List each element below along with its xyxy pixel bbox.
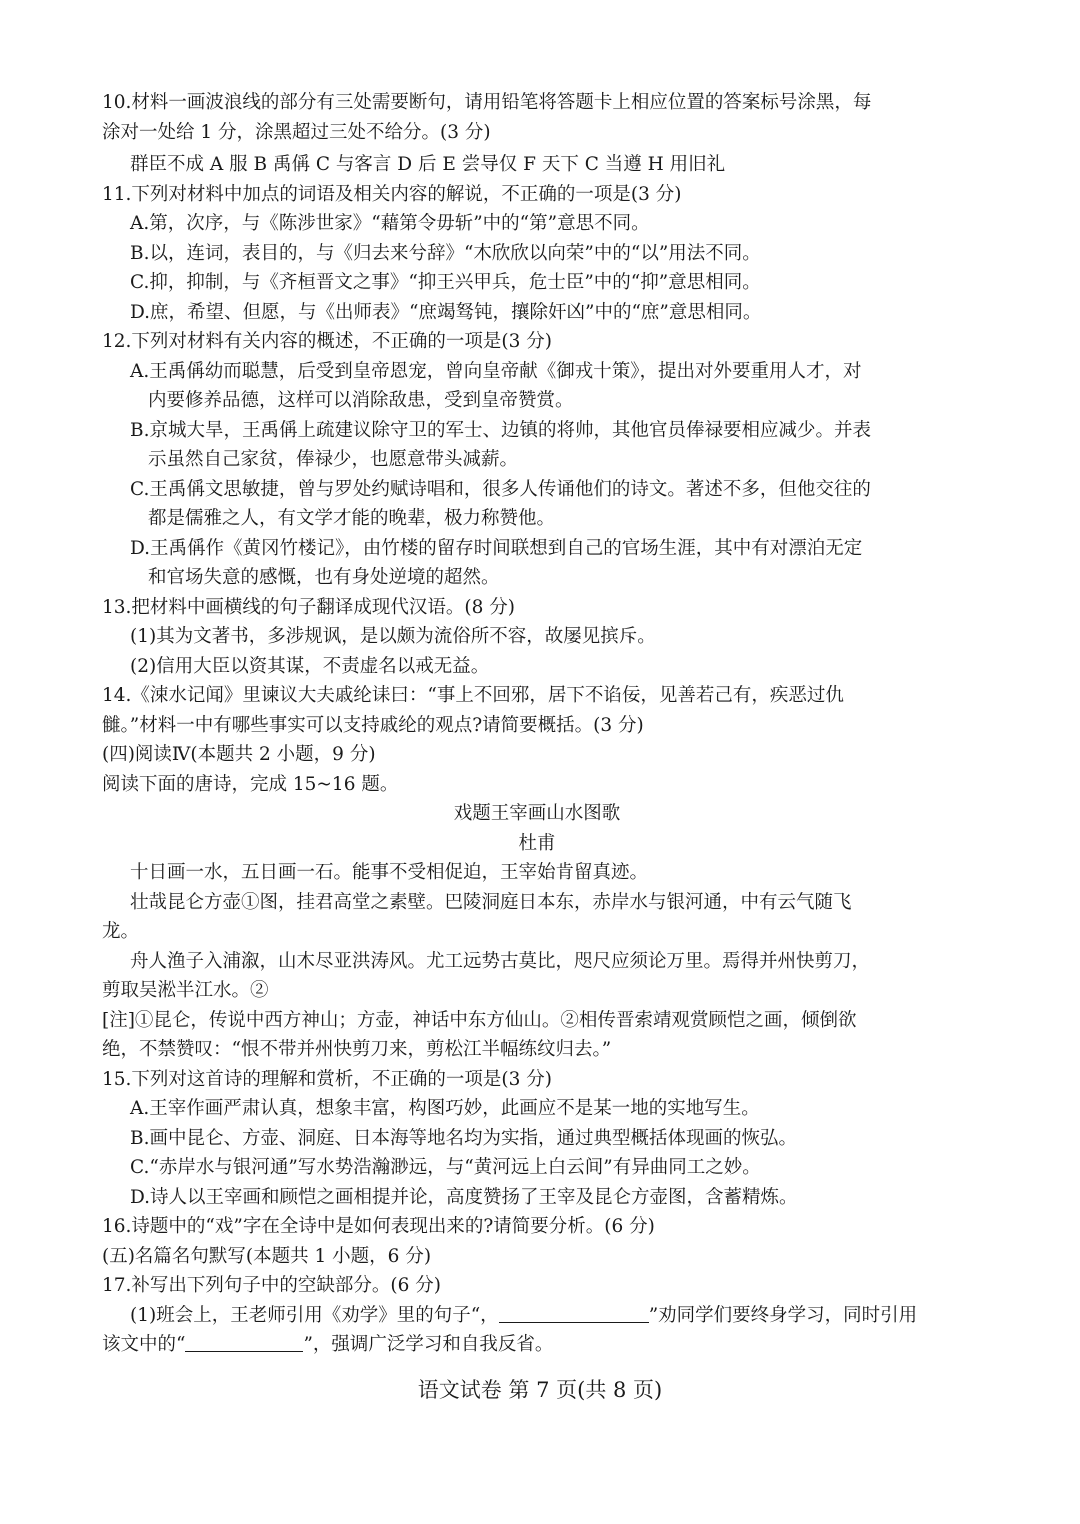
poem-author: 杜甫 (518, 832, 556, 854)
q17-item-1-text-a: (1)班会上，王老师引用《劝学》里的句子“ (130, 1304, 481, 1326)
poem-note: [注]①昆仑，传说中西方神山；方壶，神话中东方仙山。②相传晋索靖观赏顾恺之画，倾倒欲 (102, 1009, 857, 1031)
q10-stem: 10.材料一画波浪线的部分有三处需要断句，请用铅笔将答题卡上相应位置的答案标号涂黑，每 (102, 92, 872, 113)
q12-option-d-cont: 和官场失意的感慨，也有身处逆境的超然。 (148, 567, 500, 588)
fill-blank-1[interactable] (499, 1302, 649, 1323)
page-content (102, 88, 972, 1360)
q12-option-c-cont: 都是儒雅之人，有文学才能的晚辈，极力称赞他。 (148, 508, 556, 529)
q13-item-1: (1)其为文著书，多涉规讽，是以颇为流俗所不容，故屡见摈斥。 (130, 626, 656, 647)
q17-item-1-cont-text-b: ”，强调广泛学习和自我反省。 (303, 1334, 554, 1355)
q12-option-b: B.京城大旱，王禹偁上疏建议除守卫的军士、边镇的将帅，其他官员俸禄要相应减少。并表 (130, 419, 871, 441)
q12-option-d: D.王禹偁作《黄冈竹楼记》，由竹楼的留存时间联想到自己的官场生涯，其中有对漂泊无定 (130, 537, 863, 559)
q11-option-a: A.第，次序，与《陈涉世家》“藉第令毋斩”中的“第”意思不同。 (130, 213, 650, 234)
q16-stem: 16.诗题中的“戏”字在全诗中是如何表现出来的?请简要分析。(6 分) (102, 1216, 655, 1237)
q17-item-1-text-b: ， (480, 1304, 499, 1326)
poem-note-cont: 绝，不禁赞叹：“恨不带并州快剪刀来，剪松江半幅练纹归去。” (102, 1039, 612, 1060)
q10-passage: 群臣不成 A 服 B 禹偁 C 与客言 D 后 E 尝导仅 F 天下 C 当遵 H 用旧礼 (130, 154, 726, 175)
poem-line-3: 舟人渔子入浦溆，山木尽亚洪涛风。尤工远势古莫比，咫尺应须论万里。焉得并州快剪刀， (130, 950, 871, 972)
q17-item-1-text-c: ”劝同学们要终身学习，同时引用 (648, 1304, 918, 1326)
q11-option-b: B.以，连词，表目的，与《归去来兮辞》“木欣欣以向荣”中的“以”用法不同。 (130, 242, 761, 264)
q12-option-a: A.王禹偁幼而聪慧，后受到皇帝恩宠，曾向皇帝献《御戎十策》，提出对外要重用人才，对 (130, 360, 862, 382)
section-5-heading: (五)名篇名句默写(本题共 1 小题，6 分) (102, 1245, 432, 1267)
poem-title: 戏题王宰画山水图歌 (453, 803, 621, 824)
page-footer: 语文试卷 第 7 页(共 8 页) (417, 1378, 663, 1402)
poem-line-2-cont: 龙。 (102, 921, 140, 942)
q12-option-c: C.王禹偁文思敏捷，曾与罗处约赋诗唱和，很多人传诵他们的诗文。著述不多，但他交往的 (130, 478, 871, 500)
q12-stem: 12.下列对材料有关内容的概述，不正确的一项是(3 分) (102, 331, 553, 352)
q14-stem: 14.《涑水记闻》里谏议大夫戚纶诔曰：“事上不回邪，居下不谄佞，见善若己有，疾恶过仇 (102, 685, 844, 706)
q13-item-2: (2)信用大臣以资其谋，不责虚名以戒无益。 (130, 655, 490, 677)
section-4-heading: (四)阅读Ⅳ(本题共 2 小题，9 分) (102, 744, 376, 765)
q11-option-d: D.庶，希望、但愿，与《出师表》“庶竭驽钝，攘除奸凶”中的“庶”意思相同。 (130, 301, 762, 323)
q11-stem: 11.下列对材料中加点的词语及相关内容的解说，不正确的一项是(3 分) (102, 183, 682, 205)
poem-line-2: 壮哉昆仑方壶①图，挂君高堂之素壁。巴陵洞庭日本东，赤岸水与银河通，中有云气随飞 (130, 891, 852, 913)
q17-stem: 17.补写出下列句子中的空缺部分。(6 分) (102, 1275, 442, 1296)
q12-option-a-cont: 内要修养品德，这样可以消除敌患，受到皇帝赞赏。 (148, 390, 574, 411)
poem-line-1: 十日画一水，五日画一石。能事不受相促迫，王宰始肯留真迹。 (130, 862, 649, 883)
q15-option-d: D.诗人以王宰画和顾恺之画相提并论，高度赞扬了王宰及昆仑方壶图，含蓄精炼。 (130, 1186, 798, 1208)
section-4-instruction: 阅读下面的唐诗，完成 15~16 题。 (102, 773, 399, 795)
q15-option-b: B.画中昆仑、方壶、洞庭、日本海等地名均为实指，通过典型概括体现画的恢弘。 (130, 1127, 797, 1149)
q12-option-b-cont: 示虽然自己家贫，俸禄少，也愿意带头减薪。 (148, 449, 519, 470)
q17-item-1-cont (102, 1330, 972, 1360)
q17-item-1 (102, 1301, 972, 1331)
fill-blank-2[interactable] (185, 1331, 303, 1352)
q17-item-1-cont-text-a: 该文中的“ (102, 1334, 186, 1355)
q13-stem: 13.把材料中画横线的句子翻译成现代汉语。(8 分) (102, 596, 516, 618)
q15-stem: 15.下列对这首诗的理解和赏析，不正确的一项是(3 分) (102, 1068, 553, 1090)
poem-line-3-cont: 剪取吴淞半江水。② (102, 980, 269, 1001)
q14-stem-cont: 雠。”材料一中有哪些事实可以支持戚纶的观点?请简要概括。(3 分) (102, 714, 644, 736)
q15-option-c: C.“赤岸水与银河通”写水势浩瀚渺远，与“黄河远上白云间”有异曲同工之妙。 (130, 1157, 761, 1178)
q11-option-c: C.抑，抑制，与《齐桓晋文之事》“抑王兴甲兵，危士臣”中的“抑”意思相同。 (130, 272, 761, 293)
q15-option-a: A.王宰作画严肃认真，想象丰富，构图巧妙，此画应不是某一地的实地写生。 (130, 1098, 760, 1119)
q10-stem-cont: 涂对一处给 1 分，涂黑超过三处不给分。(3 分) (102, 121, 491, 143)
